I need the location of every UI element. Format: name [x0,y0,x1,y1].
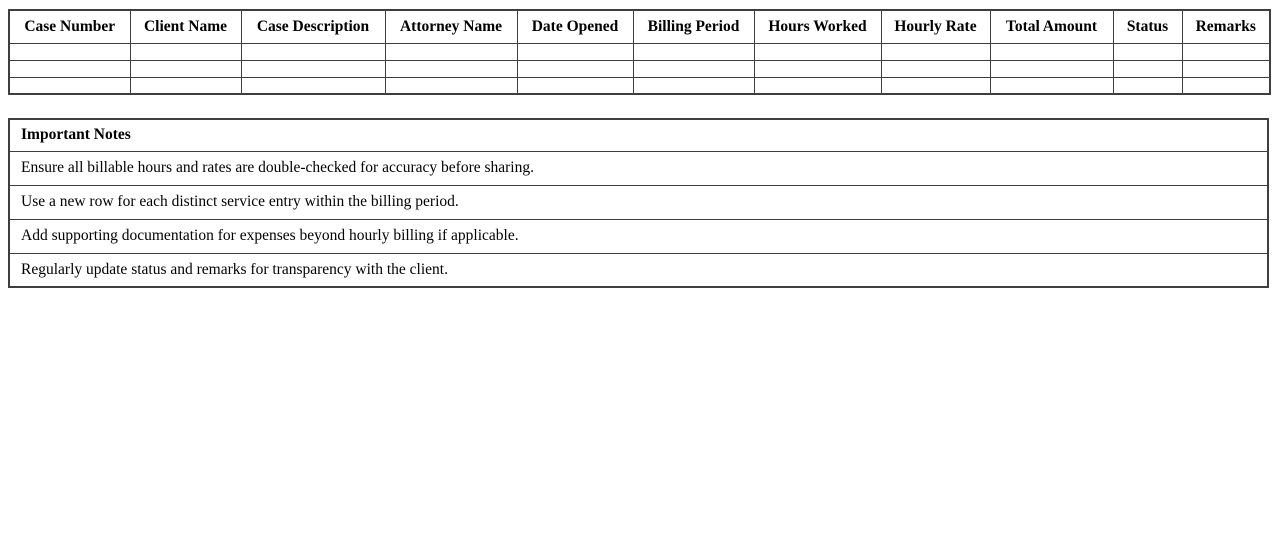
empty-cell [754,77,881,94]
column-header-hourly-rate: Hourly Rate [881,10,990,43]
column-header-remarks: Remarks [1182,10,1270,43]
empty-cell [385,43,517,60]
empty-cell [1182,60,1270,77]
note-row [9,151,1268,185]
note-text: Regularly update status and remarks for transparency with the client. [9,253,1268,287]
empty-cell [517,43,633,60]
empty-cell [881,77,990,94]
notes-title-row [9,119,1268,151]
empty-cell [990,60,1113,77]
table-row [9,60,1270,77]
empty-cell [1113,77,1182,94]
empty-cell [385,60,517,77]
column-header-case-number: Case Number [9,10,130,43]
empty-cell [754,43,881,60]
column-header-client-name: Client Name [130,10,241,43]
empty-cell [633,60,754,77]
empty-cell [633,43,754,60]
empty-cell [881,43,990,60]
empty-cell [990,43,1113,60]
notes-title: Important Notes [9,119,1268,151]
empty-cell [130,60,241,77]
empty-cell [130,43,241,60]
empty-cell [1182,77,1270,94]
empty-cell [1113,43,1182,60]
empty-cell [517,77,633,94]
table-row [9,43,1270,60]
note-text: Ensure all billable hours and rates are double-checked for accuracy before sharing. [9,151,1268,185]
column-header-total-amount: Total Amount [990,10,1113,43]
empty-cell [990,77,1113,94]
notes-table [8,118,1269,288]
empty-cell [241,43,385,60]
empty-cell [1113,60,1182,77]
empty-cell [9,77,130,94]
empty-cell [517,60,633,77]
empty-cell [754,60,881,77]
empty-cell [130,77,241,94]
note-text: Add supporting documentation for expenses beyond hourly billing if applicable. [9,219,1268,253]
column-header-status: Status [1113,10,1182,43]
empty-cell [881,60,990,77]
note-row [9,253,1268,287]
empty-cell [1182,43,1270,60]
empty-cell [241,77,385,94]
note-row [9,185,1268,219]
empty-cell [9,60,130,77]
column-header-date-opened: Date Opened [517,10,633,43]
table-row [9,77,1270,94]
empty-cell [633,77,754,94]
billing-header-row [9,10,1270,43]
empty-cell [9,43,130,60]
empty-cell [241,60,385,77]
billing-table [8,9,1271,95]
column-header-case-description: Case Description [241,10,385,43]
note-row [9,219,1268,253]
note-text: Use a new row for each distinct service entry within the billing period. [9,185,1268,219]
column-header-billing-period: Billing Period [633,10,754,43]
column-header-attorney-name: Attorney Name [385,10,517,43]
empty-cell [385,77,517,94]
column-header-hours-worked: Hours Worked [754,10,881,43]
